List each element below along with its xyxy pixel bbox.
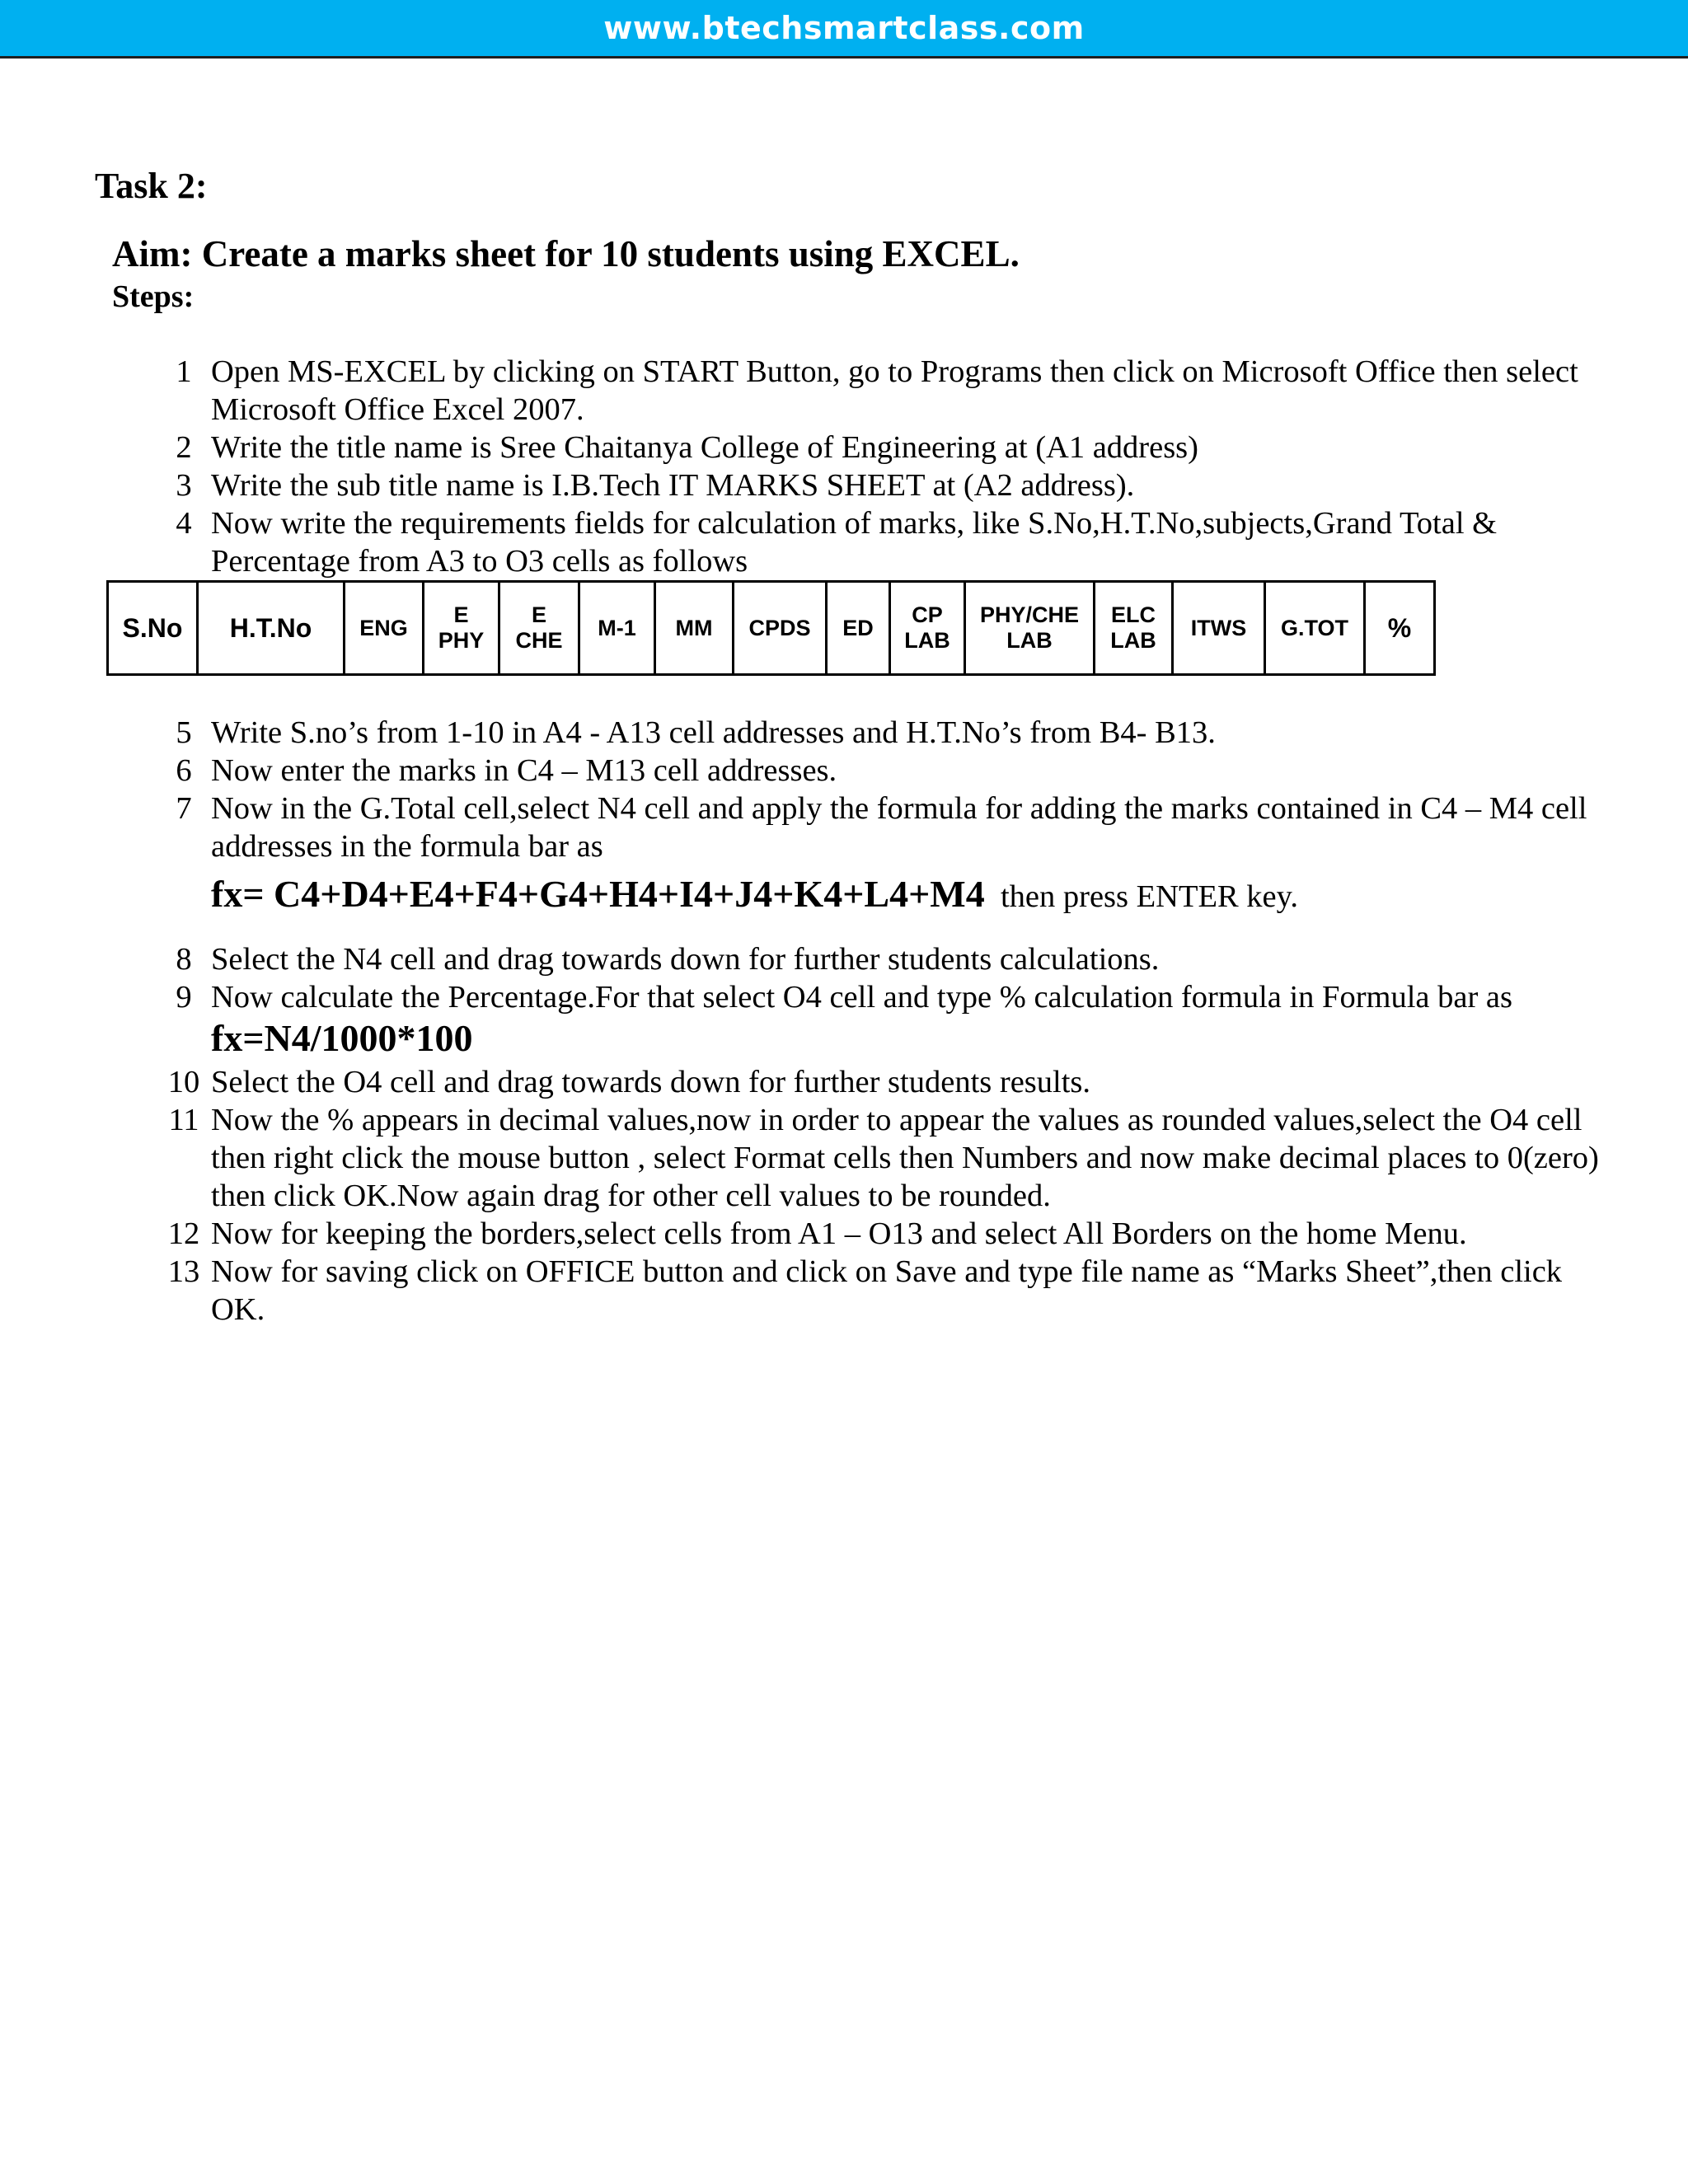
table-cell: MM [655,582,734,675]
table-cell: PHY/CHE LAB [965,582,1095,675]
step-text: Now calculate the Percentage.For that select O4 cell and type % calculation formula in Formula bar as [211,980,1512,1015]
step-number: 13 [167,1254,200,1289]
step-number: 8 [176,942,192,977]
aim-heading: Aim: Create a marks sheet for 10 students using EXCEL. [112,233,1020,274]
step-text: Now for saving click on OFFICE button and click on Save and type file name as “Marks Sheet”,then click OK. [211,1254,1563,1327]
step-item [157,466,1607,504]
step-text: Select the O4 cell and drag towards down for further students results. [211,1065,1091,1099]
table-cell: H.T.No [198,582,345,675]
step-text: Now for keeping the borders,select cells from A1 – O13 and select All Borders on the home Menu. [211,1216,1467,1251]
step-text: Open MS-EXCEL by clicking on START Button, go to Programs then click on Microsoft Office then select Microsoft Office Excel 2007. [211,354,1578,427]
task-title: Task 2: [95,166,208,206]
formula-percentage: fx=N4/1000*100 [211,1017,473,1059]
step-item [157,752,1607,790]
step-number: 12 [167,1216,200,1251]
step-item [157,1215,1607,1253]
step-item [157,978,1607,1063]
table-cell: CPDS [734,582,827,675]
step-text: Now in the G.Total cell,select N4 cell and apply the formula for adding the marks contained in C4 – M4 cell addresses in the formula bar as [211,791,1587,864]
table-cell: S.No [108,582,198,675]
step-item [157,353,1607,429]
formula-gtotal: fx= C4+D4+E4+F4+G4+H4+I4+J4+K4+L4+M4 [211,873,985,915]
step-text: Select the N4 cell and drag towards down for further students calculations. [211,942,1160,977]
step-item [157,504,1607,580]
step-content [211,790,1607,940]
step-number: 9 [176,980,192,1015]
step-item [157,940,1607,978]
table-cell: M-1 [579,582,655,675]
table-cell: ITWS [1173,582,1265,675]
step-number: 11 [168,1103,199,1137]
step-item [157,1101,1607,1215]
step-text: Write S.no’s from 1-10 in A4 - A13 cell addresses and H.T.No’s from B4- B13. [211,715,1216,750]
marks-fields-table [106,580,1436,676]
site-link[interactable]: www.btechsmartclass.com [603,10,1085,46]
step-text: Now the % appears in decimal values,now in order to appear the values as rounded values,select the O4 cell then right click the mouse button , select Format cells then Numbers and now make decimal places to 0(zero) then click OK.Now again drag for other cell values to be rounded. [211,1103,1599,1213]
table-cell: ED [827,582,890,675]
step-item [157,1253,1607,1329]
step-number: 5 [176,715,192,750]
formula-line [211,869,1607,922]
step-item [157,1063,1607,1101]
formula-line [211,1016,1607,1063]
step-item [157,429,1607,466]
step-number: 6 [176,753,192,788]
step-number: 10 [167,1065,200,1099]
table-cell: E PHY [424,582,499,675]
table-cell: CP LAB [890,582,965,675]
steps-label: Steps: [112,279,195,314]
step-number: 4 [176,506,192,541]
step-text: Write the title name is Sree Chaitanya College of Engineering at (A1 address) [211,430,1198,465]
steps-list-part1 [157,353,1607,580]
site-header-bar [0,0,1688,59]
step-number: 3 [176,468,192,503]
step-text: Now enter the marks in C4 – M13 cell addresses. [211,753,837,788]
table-row [108,582,1435,675]
step-number: 2 [176,430,192,465]
table-cell: E CHE [499,582,579,675]
step-text: Now write the requirements fields for calculation of marks, like S.No,H.T.No,subjects,Grand Total & Percentage from A3 to O3 cells as follows [211,506,1498,579]
table-cell: % [1365,582,1435,675]
step-content [211,978,1607,1063]
table-cell: ENG [345,582,424,675]
step-item [157,714,1607,752]
step-number: 7 [176,791,192,826]
step-item [157,790,1607,940]
table-cell: ELC LAB [1095,582,1173,675]
step-text: Write the sub title name is I.B.Tech IT MARKS SHEET at (A2 address). [211,468,1135,503]
formula-note: then press ENTER key. [1000,879,1299,914]
step-number: 1 [176,354,192,389]
table-cell: G.TOT [1265,582,1365,675]
steps-list-part2 [157,714,1607,1329]
